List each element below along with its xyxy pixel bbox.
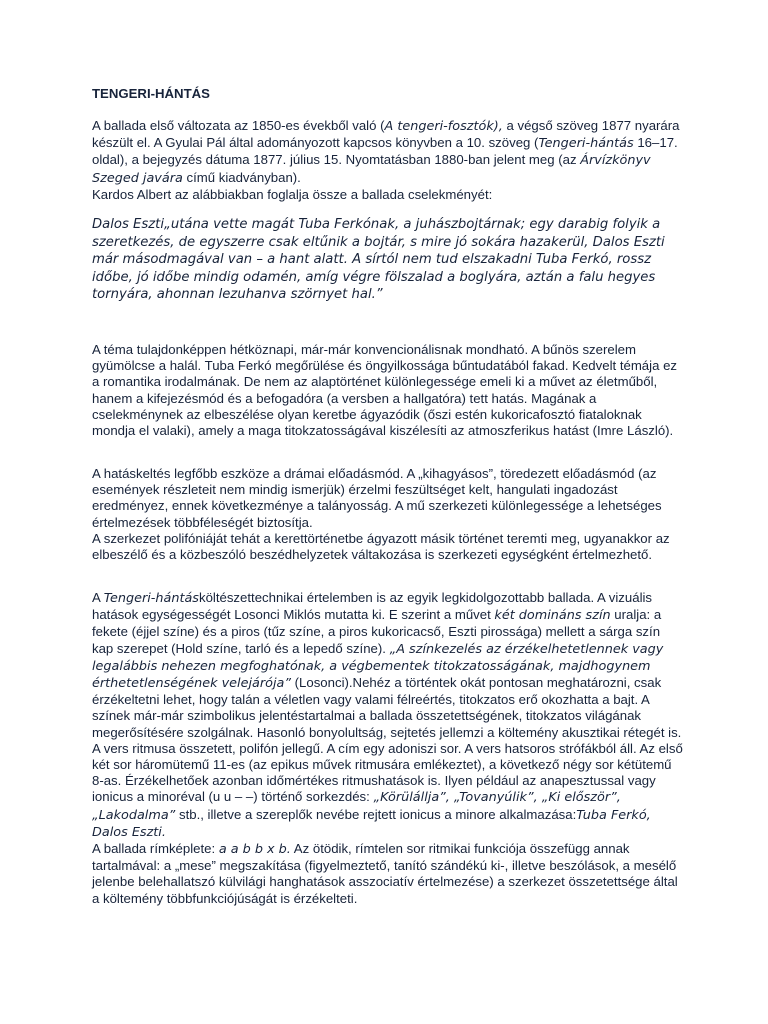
p5-c: stb., illetve a szereplők nevébe rejtett ionicus a minore alkalmazása: [175,806,577,822]
p4-c: költészettechnikai értelemben is az egyik legkidolgozottabb ballada. A vizuális hatások egységességét Losonci Miklós mutatta ki. E szerint a művet [92,590,653,623]
paragraph-rhythm [92,741,684,841]
p6-a: A ballada rímképlete: [92,841,219,857]
intro-italic-1: A tengeri-fosztók), [384,119,503,134]
intro-paragraph [92,118,684,203]
p4-title-italic: Tengeri-hántás [103,591,199,606]
paragraph-3 [92,590,684,907]
quote-lead: Dalos Eszti [92,217,164,232]
paragraph-2b: A szerkezet polifóniáját tehát a kerettörténetbe ágyazott másik történet teremti meg, ugyanakkor az elbeszélő és a közbeszóló beszédhelyzetek váltakozása is szerkezeti egységként értelmezhető. [92,530,670,563]
p5-a: A vers ritmusa összetett, polifón jellegű. A cím egy adoniszi sor. A vers hatsoros strófákból áll. Az első két sor háromütemű 11-es (az epikus művek ritmusára emlékeztet), a következő négy sor kétütemű 8-as. Érzékelhetőek azonban időmértékes ritmushatások is. Ilyen például az anapesztussal vagy ionicus a minoréval (u u – –) történő sorkezdés: [92,740,683,805]
p4-a: A [92,590,104,605]
p5-examples-italic: „Körülállja”, „Tovanyúlik”, „Ki először”, „Lakodalma” [92,790,621,823]
intro-italic-2: Tengeri-hántás [538,136,634,152]
plot-quote [92,216,682,304]
intro-text [92,118,684,187]
p4-e: uralja: a fekete (éjjel színe) és a piros (tűz színe, a piros kukoricacső, Eszti pirossága) mellett a sárga szín kap szerepet (Hold színe, tarló és a lepedő színe). [92,607,662,656]
intro-text-2: a végső szöveg 1877 nyarára készült el. A Gyulai Pál által adományozott kapcsos könyvben a 10. szöveg ( [92,118,680,151]
document-title: TENGERI-HÁNTÁS [92,86,210,101]
p4-quote-italic: „A színkezelés az érzékelhetetlennek vagy legalábbis nehezen megfoghatónak, a végbementek titokzatosságának, majdhogynem érthetetlenségének velejárója” [92,641,664,692]
intro-italic-3: Árvízkönyv Szeged javára [92,153,651,186]
p6-scheme-italic: a a b b x b. [218,842,291,858]
intro-text-1: A ballada első változata az 1850-es évekből való ( [92,118,385,133]
p4-colors-italic: két domináns szín [494,608,611,624]
p6-c: Az ötödik, rímtelen sor ritmikai funkciója összefügg annak tartalmával: a „mese” megszakítása (figyelmeztető, tanító szándékú ki-, illetve beszólások, a mesélő jelenbe belehallatszó külvilági hanghatások asszociatív értelmezése) a szerkezet összetettsége által a költemény többfunkciójúságát is érzékelteti. [92,841,678,906]
paragraph-1: A téma tulajdonképpen hétköznapi, már-már konvencionálisnak mondható. A bűnös szerelem gyümölcse a halál. Tuba Ferkó megőrülése és öngyilkossága bűntudatából fakad. Kedvelt témája ez a romantika irodalmának. De nem az alaptörténet különlegessége emeli ki a művet az életműből, hanem a kifejezésmód és a befogadóra (a versben a hallgatóra) tett hatás. Magának a cselekménynek az elbeszélése olyan keretbe ágyazódik (őszi estén kukoricafosztó fiataloknak mondja el valaki), amely a maga titokzatosságával kiszélesíti az atmoszferikus hatást (Imre László). [92,342,677,439]
p5-names-italic: Tuba Ferkó, Dalos Eszti. [92,807,651,840]
paragraph-rhyme [92,841,684,907]
quote-text: „utána vette magát Tuba Ferkónak, a juhászbojtárnak; egy darabig folyik a szeretkezés, de egyszerre csak eltűnik a bojtár, s mire jó sokára hazakerül, Dalos Eszti már másodmagával van – a hant alatt. A sírtól nem tud elszakadni Tuba Ferkó, rossz időbe, jó időbe mindig odamén, amíg végre fölszalad a boglyára, aztán a falu hegyes tornyára, ahonnan lezuhanva szörnyet hal.” [92,217,665,303]
p4-g: (Losonci).Nehéz a történtek okát pontosan meghatározni, csak érzékeltetni lehet, hogy talán a véletlen vagy valami félreértés, titokzatos erő okozhatta a bajt. A színek már-már szimbolikus jelentéstartalmai a ballada összetettségének, titokzatos világának megerősítésére szolgálnak. Hasonló bonyolultság, sejtetés jellemzi a költemény akusztikai rétegét is. [92,675,682,740]
intro-text-4: című kiadványban). [182,169,301,185]
paragraph-2 [92,466,684,563]
intro-text-3: 16–17. oldal), a bejegyzés dátuma 1877. július 15. Nyomtatásban 1880-ban jelent meg (az [92,135,678,168]
intro-summary-line: Kardos Albert az alábbiakban foglalja össze a ballada cselekményét: [92,186,493,202]
paragraph-2a: A hatáskeltés legfőbb eszköze a drámai előadásmód. A „kihagyásos”, töredezett előadásmód (az események részleteit nem mindig ismerjük) érzelmi feszültséget kelt, hangulati ingadozást eredményez, ennek következménye a talányosság. A mű szerkezeti különlegessége a lehetséges értelmezések többféleségét biztosítja. [92,466,662,530]
paragraph-3-text [92,590,684,741]
